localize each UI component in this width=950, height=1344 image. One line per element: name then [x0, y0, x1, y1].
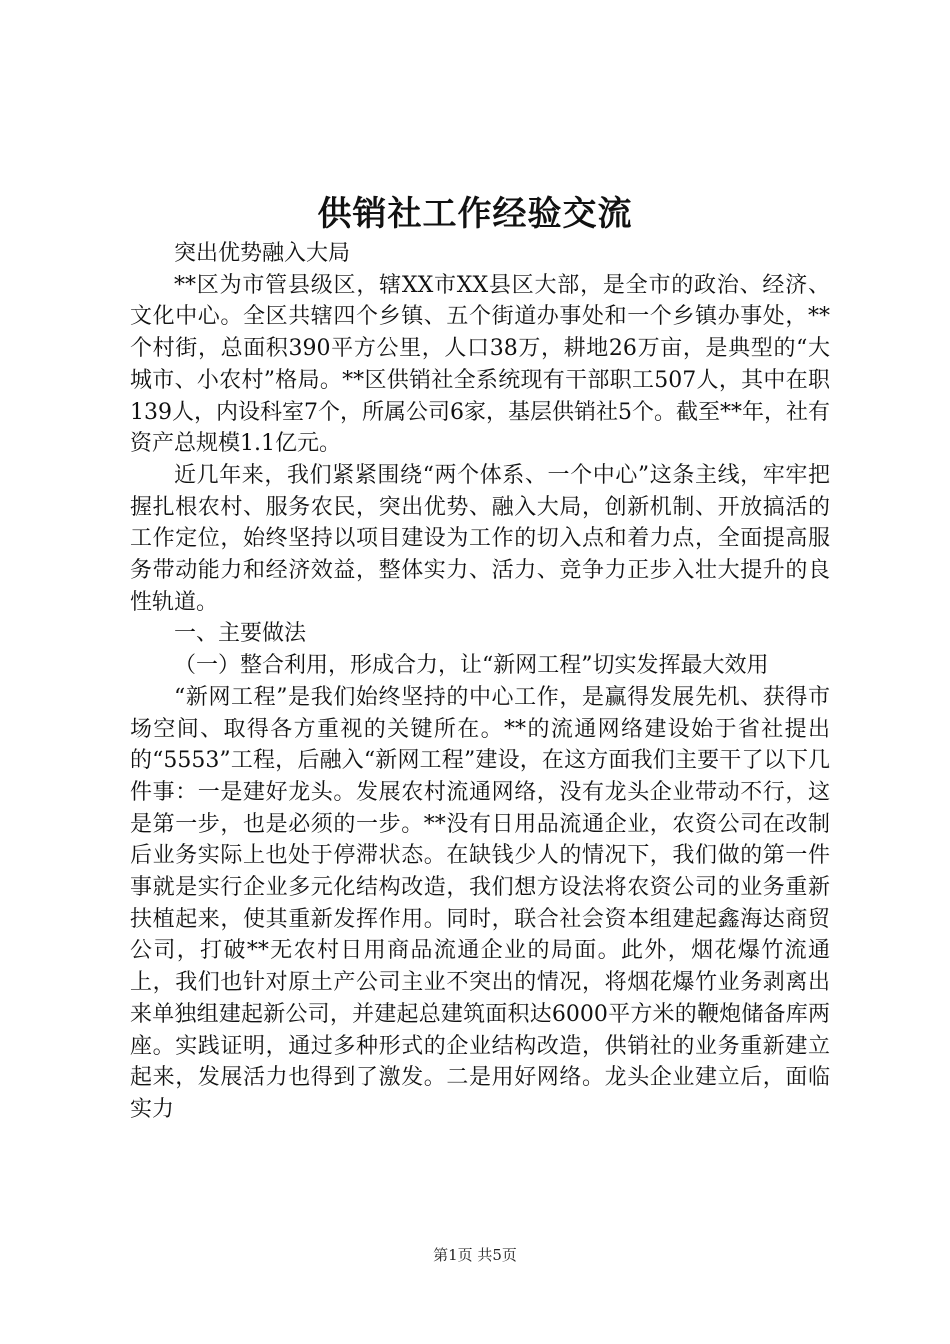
document-body	[130, 238, 830, 1126]
paragraph-overview: **区为市管县级区，辖XX市XX县区大部，是全市的政治、经济、文化中心。全区共辖四个乡镇、五个街道办事处和一个乡镇办事处，**个村街，总面积390平方公里，人口38万，耕地26万亩，是典型的“大城市、小农村”格局。**区供销社全系统现有干部职工507人，其中在职139人，内设科室7个，所属公司6家，基层供销社5个。截至**年，社有资产总规模1.1亿元。	[130, 272, 830, 457]
subsection-heading-1: （一）整合利用，形成合力，让“新网工程”切实发挥最大效用	[174, 653, 769, 679]
paragraph-new-network: “新网工程”是我们始终坚持的中心工作，是赢得发展先机、获得市场空间、取得各方重视的关键所在。**的流通网络建设始于省社提出的“5553”工程，后融入“新网工程”建设，在这方面我们主要干了以下几件事：一是建好龙头。发展农村流通网络，没有龙头企业带动不行，这是第一步，也是必须的一步。**没有日用品流通企业，农资公司在改制后业务实际上也处于停滞状态。在缺钱少人的情况下，我们做的第一件事就是实行企业多元化结构改造，我们想方设法将农资公司的业务重新扶植起来，使其重新发挥作用。同时，联合社会资本组建起鑫海达商贸公司，打破**无农村日用商品流通企业的局面。此外，烟花爆竹流通上，我们也针对原土产公司主业不突出的情况，将烟花爆竹业务剥离出来单独组建起新公司，并建起总建筑面积达6000平方米的鞭炮储备库两座。实践证明，通过多种形式的企业结构改造，供销社的业务重新建立起来，发展活力也得到了激发。二是用好网络。龙头企业建立后，面临实力	[130, 684, 830, 1122]
section-heading: 突出优势融入大局	[174, 241, 351, 266]
document-title: 供销社工作经验交流	[317, 194, 633, 234]
paragraph-summary: 近几年来，我们紧紧围绕“两个体系、一个中心”这条主线，牢牢把握扎根农村、服务农民，突出优势、融入大局，创新机制、开放搞活的工作定位，始终坚持以项目建设为工作的切入点和着力点，全面提高服务带动能力和经济效益，整体实力、活力、竞争力正步入壮大提升的良性轨道。	[130, 462, 830, 615]
section-heading-main-practices: 一、主要做法	[174, 621, 307, 647]
page-footer: 第1页 共5页	[433, 1246, 517, 1264]
